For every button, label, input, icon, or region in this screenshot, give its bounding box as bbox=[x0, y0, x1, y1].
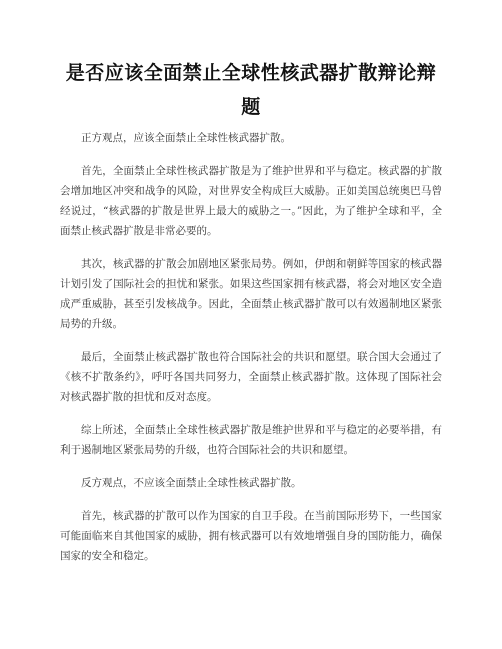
paragraph-affirmative-position: 正方观点，应该全面禁止全球性核武器扩散。 bbox=[81, 132, 291, 144]
paragraph-affirmative-summary: 综上所述，全面禁止全球性核武器扩散是维护世界和平与稳定的必要举措，有利于遏制地区紧张局势的升级，也符合国际社会的共识和愿望。 bbox=[60, 424, 442, 456]
paragraph-affirmative-second: 其次，核武器的扩散会加剧地区紧张局势。例如，伊朗和朝鲜等国家的核武器计划引发了国际社会的担忧和紧张。如果这些国家拥有核武器，将会对地区安全造成严重威胁，甚至引发核战争。因此，全面禁止核武器扩散可以有效遏制地区紧张局势的升级。 bbox=[60, 258, 442, 330]
document-title: 是否应该全面禁止全球性核武器扩散辩论辩题 bbox=[65, 62, 437, 118]
document-body bbox=[60, 128, 442, 579]
paragraph-negative-position: 反方观点，不应该全面禁止全球性核武器扩散。 bbox=[81, 477, 302, 489]
paragraph-negative-first: 首先，核武器的扩散可以作为国家的自卫手段。在当前国际形势下，一些国家可能面临来自其他国家的威胁，拥有核武器可以有效地增强自身的国防能力，确保国家的安全和稳定。 bbox=[60, 510, 442, 562]
paragraph-affirmative-last: 最后，全面禁止核武器扩散也符合国际社会的共识和愿望。联合国大会通过了《核不扩散条约》，呼吁各国共同努力，全面禁止核武器扩散。这体现了国际社会对核武器扩散的担忧和反对态度。 bbox=[60, 351, 442, 403]
paragraph-affirmative-first: 首先，全面禁止全球性核武器扩散是为了维护世界和平与稳定。核武器的扩散会增加地区冲突和战争的风险，对世界安全构成巨大威胁。正如美国总统奥巴马曾经说过，“核武器的扩散是世界上最大的威胁之一。”因此，为了维护全球和平，全面禁止核武器扩散是非常必要的。 bbox=[60, 165, 442, 237]
